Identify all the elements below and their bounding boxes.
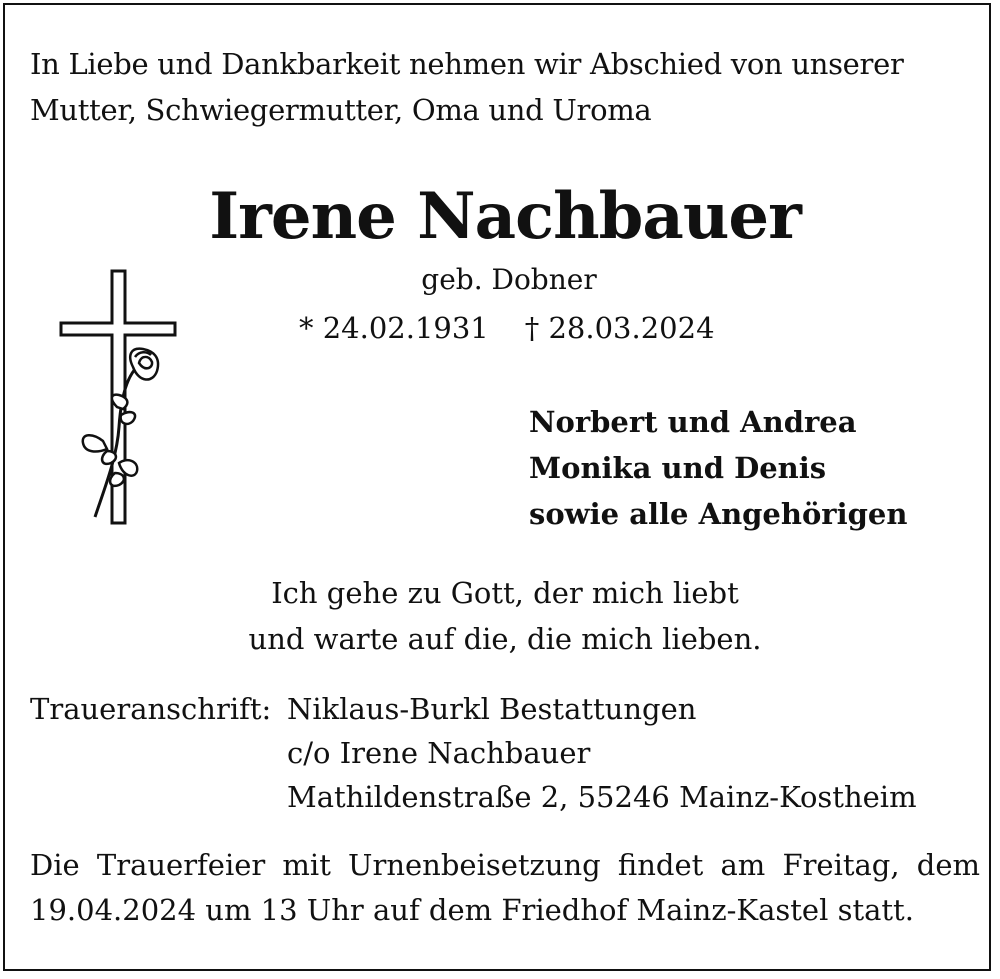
address-line-1: Niklaus-Burkl Bestattungen	[287, 692, 697, 726]
verse-line-1: Ich gehe zu Gott, der mich liebt	[271, 576, 739, 610]
death-date: † 28.03.2024	[524, 311, 715, 345]
cross-with-rose-icon	[57, 267, 187, 529]
address-label: Traueranschrift:	[30, 692, 272, 726]
intro-line-1: In Liebe und Dankbarkeit nehmen wir Abschied von unserer	[30, 47, 904, 81]
address-line-2: c/o Irene Nachbauer	[287, 736, 591, 770]
birth-name: geb. Dobner	[421, 263, 597, 296]
mourner-line: Norbert und Andrea	[529, 405, 857, 439]
verse	[5, 570, 1000, 662]
life-dates	[299, 310, 719, 346]
deceased-name: Irene Nachbauer	[209, 179, 801, 254]
address-line-3: Mathildenstraße 2, 55246 Mainz-Kostheim	[287, 780, 917, 814]
ceremony-line-1: Die Trauerfeier mit Urnenbeisetzung findet am Freitag, dem	[30, 848, 980, 882]
mourner-line: Monika und Denis	[529, 451, 827, 485]
verse-line-2: und warte auf die, die mich lieben.	[248, 622, 762, 656]
mourners-list	[529, 399, 969, 537]
birth-date: * 24.02.1931	[299, 311, 489, 345]
mourner-line: sowie alle Angehörigen	[529, 497, 908, 531]
ceremony-info	[30, 843, 980, 933]
ceremony-line-2: 19.04.2024 um 13 Uhr auf dem Friedhof Mainz-Kastel statt.	[30, 893, 914, 927]
intro-text	[30, 41, 980, 133]
obituary-notice	[3, 3, 991, 971]
mourning-address	[287, 687, 987, 819]
intro-line-2: Mutter, Schwiegermutter, Oma und Uroma	[30, 93, 652, 127]
